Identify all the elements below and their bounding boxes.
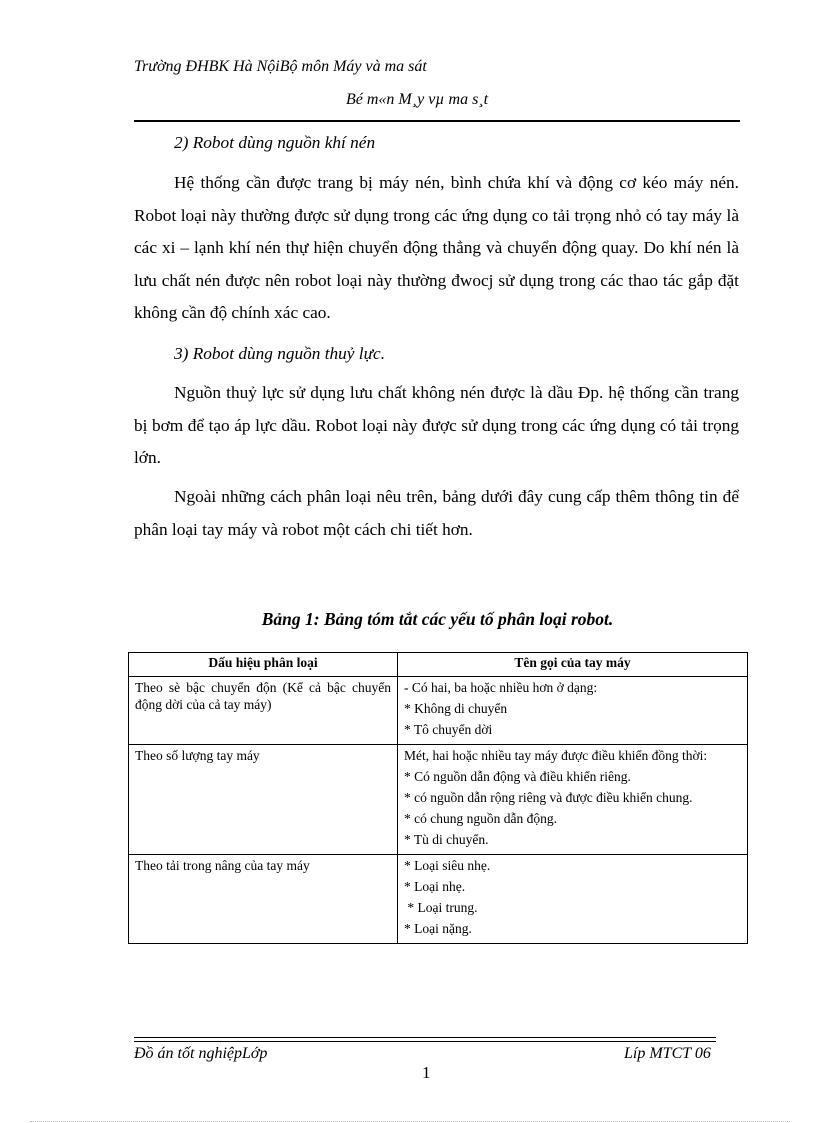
closing-paragraph: Ngoài những cách phân loại nêu trên, bảng dưới đây cung cấp thêm thông tin để phân loại tay máy và robot một cách chi tiết hơn. (134, 487, 739, 539)
page-number: 1 (422, 1063, 431, 1082)
classification-table (128, 652, 748, 944)
page-edge-divider (30, 1121, 790, 1122)
table-caption: Bảng 1: Bảng tóm tắt các yếu tố phân loại robot. (261, 609, 614, 629)
cell-text: * Loại siêu nhẹ. (404, 858, 491, 873)
paragraph: Hệ thống cần được trang bị máy nén, bình chứa khí và động cơ kéo máy nén. Robot loại này thường được sử dụng trong các ứng dụng co tải trọng nhỏ có tay máy là các xi – lạnh khí nén thự hiện chuyển động thẳng và chuyển động quay. Do khí nén là lưu chất nén được nên robot loại này thường đwocj sử dụng trong các thao tác gắp đặt không cần độ chính xác cao. (134, 173, 739, 322)
cell-text: Theo tải trong nâng của tay máy (135, 858, 310, 873)
section-paragraph-pneumatic (134, 167, 739, 330)
cell-text: * Có nguồn dẫn động và điều khiển riêng. (404, 769, 631, 784)
cell-text: * Loại trung. (404, 900, 478, 915)
cell-text: Theo sè bậc chuyển độn (Kể cả bậc chuyển động dời của cả tay máy) (135, 680, 391, 712)
cell-text: * có chung nguồn dẫn động. (404, 811, 557, 826)
table-row (129, 745, 748, 855)
cell-text: * có nguồn dẫn rộng riêng và được điều khiển chung. (404, 790, 693, 805)
cell-text: - Có hai, ba hoặc nhiều hơn ở dạng: (404, 680, 598, 695)
header-department: Bé m«n M¸y vµ ma s¸t (346, 91, 489, 108)
table-cell-names (398, 677, 748, 745)
section-heading-pneumatic: 2) Robot dùng nguồn khí nén (174, 133, 376, 152)
footer-divider (134, 1037, 716, 1042)
header-school-name: Trường ĐHBK Hà NộiBộ môn Máy và ma sát (134, 58, 427, 75)
section-heading-hydraulic: 3) Robot dùng nguồn thuỷ lực. (174, 344, 386, 363)
table-cell-names (398, 745, 748, 855)
footer-left-text: Đồ án tốt nghiệpLớp (134, 1045, 268, 1062)
table-cell-criterion (129, 855, 398, 944)
table-cell-criterion (129, 677, 398, 745)
section-paragraph-hydraulic (134, 377, 739, 475)
cell-text: * Loại nặng. (404, 921, 472, 936)
footer-right-text: Líp MTCT 06 (624, 1045, 711, 1062)
table-row (129, 677, 748, 745)
paragraph: Nguồn thuỷ lực sử dụng lưu chất không nén được là dầu Đp. hệ thống cần trang bị bơm để tạo áp lực dầu. Robot loại này được sử dụng trong các ứng dụng có tải trọng lớn. (134, 383, 739, 467)
table-header-name: Tên gọi của tay máy (398, 653, 748, 677)
closing-paragraph-block (134, 481, 739, 546)
table-cell-names (398, 855, 748, 944)
cell-text: * Tù di chuyển. (404, 832, 489, 847)
table-row (129, 855, 748, 944)
cell-text: Mét, hai hoặc nhiều tay máy được điều khiển đồng thời: (404, 748, 708, 763)
table-header-criterion: Dấu hiệu phân loại (129, 653, 398, 677)
cell-text: * Không di chuyển (404, 701, 508, 716)
cell-text: * Tô chuyển dời (404, 722, 493, 737)
table-cell-criterion (129, 745, 398, 855)
table-header-row (129, 653, 748, 677)
cell-text: Theo số lượng tay máy (135, 748, 260, 763)
cell-text: * Loại nhẹ. (404, 879, 466, 894)
header-divider (134, 120, 740, 122)
